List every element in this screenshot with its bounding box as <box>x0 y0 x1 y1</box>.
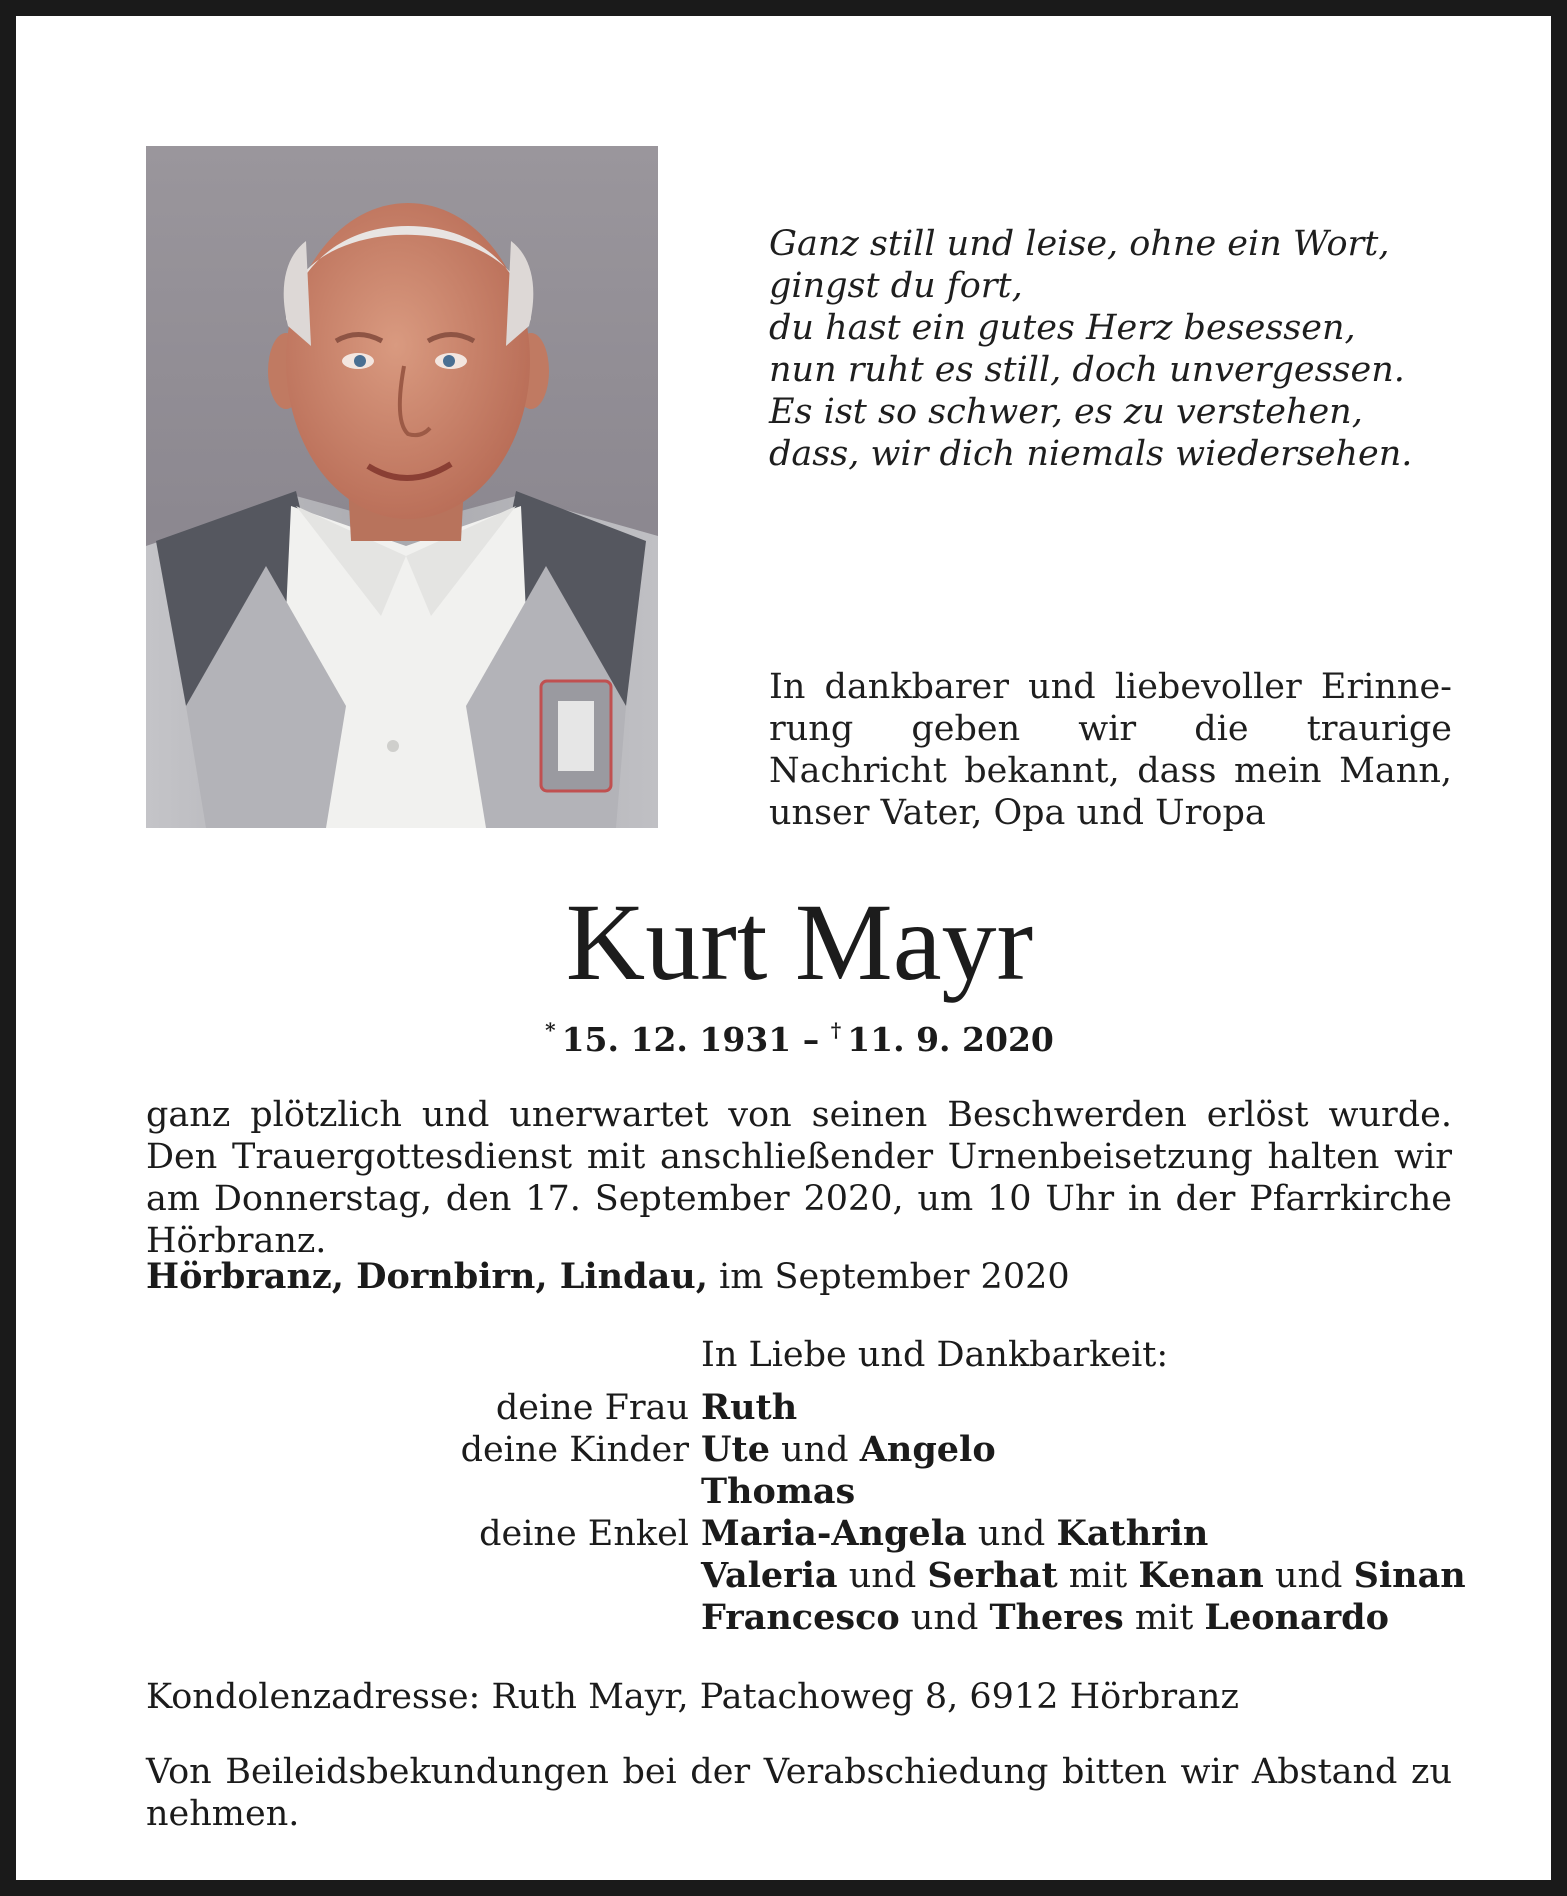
memorial-poem <box>769 223 1489 475</box>
family-label: deine Kinder <box>460 1430 689 1470</box>
family-member: Sinan <box>1353 1555 1466 1596</box>
announcement-text: ganz plötzlich und unerwartet von seinen Beschwerden erlöst wurde. Den Trauergottesdienst mit anschließender Urnenbeisetzung halten wir am Donnerstag, den 17. September 2020, um 10 Uhr in der Pfarrkirche Hörbranz. <box>146 1095 1452 1261</box>
connector: mit <box>1123 1598 1205 1638</box>
poem-line: du hast ein gutes Herz besessen, <box>769 308 1356 348</box>
places: Hörbranz, Dornbirn, Lindau, <box>146 1256 708 1297</box>
family-member: Francesco <box>701 1597 900 1638</box>
family-member: Serhat <box>927 1555 1058 1596</box>
signoff: In Liebe und Dankbarkeit: <box>701 1335 1169 1375</box>
family-member: Ute <box>701 1429 770 1470</box>
portrait-illustration <box>146 146 658 828</box>
connector: und <box>1263 1556 1354 1596</box>
closing-note: Von Beileidsbekundungen bei der Verabschiedung bitten wir Abstand zu nehmen. <box>146 1752 1452 1834</box>
death-symbol: † <box>830 1018 842 1042</box>
poem-line: dass, wir dich niemals wiedersehen. <box>769 434 1413 474</box>
deceased-name: Kurt Mayr <box>565 881 1034 1003</box>
family-member: Kathrin <box>1056 1513 1209 1554</box>
poem-line: nun ruht es still, doch unvergessen. <box>769 350 1405 390</box>
date-separator: – <box>791 1020 831 1059</box>
place-date-line <box>146 1256 1452 1298</box>
portrait-photo <box>146 146 658 828</box>
family-member: Theres <box>989 1597 1124 1638</box>
family-member: Leonardo <box>1204 1597 1389 1638</box>
condolence-address: Kondolenzadresse: Ruth Mayr, Patachoweg 8, 6912 Hörbranz <box>146 1677 1239 1717</box>
family-member: Ruth <box>701 1387 798 1428</box>
life-dates <box>16 1008 1567 1062</box>
family-member: Kenan <box>1138 1555 1264 1596</box>
connector: und <box>966 1514 1057 1554</box>
family-member: Thomas <box>701 1471 856 1512</box>
connector: und <box>769 1430 860 1470</box>
family-label: deine Enkel <box>479 1514 689 1554</box>
birth-symbol: * <box>545 1018 556 1042</box>
connector: mit <box>1057 1556 1139 1596</box>
poem-line: gingst du fort, <box>769 266 1023 306</box>
family-member: Angelo <box>859 1429 996 1470</box>
poem-line: Ganz still und leise, ohne ein Wort, <box>769 224 1390 264</box>
intro-text: In dankbarer und liebevoller Erinne-rung geben wir die traurige Nachricht bekannt, dass mein Mann, unser Vater, Opa und Uropa <box>769 667 1452 833</box>
family-member: Maria-Angela <box>701 1513 967 1554</box>
family-label: deine Frau <box>495 1388 689 1428</box>
family-member: Valeria <box>701 1555 838 1596</box>
month-year: im September 2020 <box>707 1257 1070 1297</box>
connector: und <box>837 1556 928 1596</box>
birth-date: 15. 12. 1931 <box>561 1020 792 1059</box>
poem-line: Es ist so schwer, es zu verstehen, <box>769 392 1363 432</box>
connector: und <box>899 1598 990 1638</box>
death-date: 11. 9. 2020 <box>847 1020 1054 1059</box>
